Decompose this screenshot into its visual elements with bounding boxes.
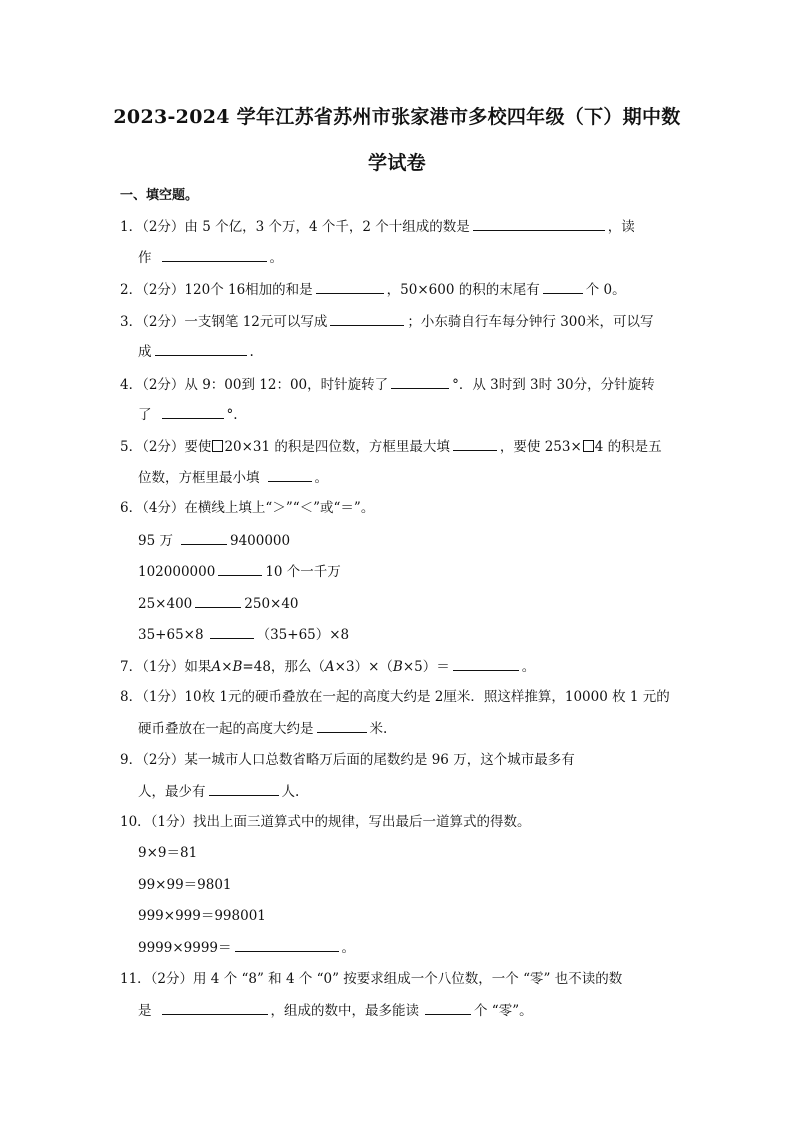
exam-title xyxy=(110,94,684,186)
question-9-line-2: 人，最少有 人. xyxy=(138,781,698,802)
answer-blank[interactable] xyxy=(268,467,312,482)
answer-blank[interactable] xyxy=(316,279,384,294)
answer-blank[interactable] xyxy=(473,216,605,231)
equation-1: 9×9＝81 xyxy=(138,845,198,861)
question-5-line-1: 5．（2分）要使 20×31 的积是四位数，方框里最大填 ，要使 253× 4 的积是五 xyxy=(120,436,680,457)
title-line-1: 2023-2024 学年江苏省苏州市张家港市多校四年级（下）期中数 xyxy=(113,106,681,128)
answer-blank[interactable] xyxy=(330,311,404,326)
question-7: 7．（1分）如果A×B=48，那么（A×3）×（B×5）＝ 。 xyxy=(120,656,680,677)
question-4-line-2: 了 °. xyxy=(138,404,698,425)
question-11-line-1: 11．（2分）用 4 个 “8” 和 4 个 “0” 按要求组成一个八位数，一个 “零” 也不读的数 xyxy=(120,971,623,987)
equation-4: 9999×9999＝ 。 xyxy=(138,937,698,958)
answer-blank[interactable] xyxy=(162,247,267,262)
answer-blank[interactable] xyxy=(317,718,367,733)
question-11-line-2: 是 ，组成的数中，最多能读 个 “零”。 xyxy=(138,1000,698,1021)
question-8-line-1: 8．（1分）10枚 1元的硬币叠放在一起的高度大约是 2厘米．照这样推算，10000 枚 1 元的 xyxy=(120,689,670,705)
title-line-2: 学试卷 xyxy=(368,152,426,174)
answer-blank[interactable] xyxy=(162,1000,268,1015)
answer-blank[interactable] xyxy=(453,656,519,671)
empty-box xyxy=(583,440,594,452)
question-10-stem: 10．（1分）找出上面三道算式中的规律，写出最后一道算式的得数。 xyxy=(120,814,531,830)
answer-blank[interactable] xyxy=(195,593,241,608)
question-4-line-1: 4．（2分）从 9：00到 12：00，时针旋转了 °．从 3时到 3时 30分，分针旋转 xyxy=(120,374,680,395)
answer-blank[interactable] xyxy=(181,530,227,545)
answer-blank[interactable] xyxy=(543,279,583,294)
question-1-line-2: 作 。 xyxy=(138,247,698,268)
question-6-row-2: 102000000 10 个一千万 xyxy=(138,561,698,582)
answer-blank[interactable] xyxy=(453,436,497,451)
answer-blank[interactable] xyxy=(391,374,449,389)
empty-box xyxy=(212,440,223,452)
question-6-row-1: 95 万 9400000 xyxy=(138,530,698,551)
answer-blank[interactable] xyxy=(210,624,254,639)
question-5-line-2: 位数，方框里最小填 。 xyxy=(138,467,698,488)
answer-blank[interactable] xyxy=(425,1000,471,1015)
equation-3: 999×999＝998001 xyxy=(138,908,266,924)
answer-blank[interactable] xyxy=(155,341,247,356)
equation-2: 99×99＝9801 xyxy=(138,877,232,893)
answer-blank[interactable] xyxy=(218,561,262,576)
question-3-line-1: 3．（2分）一支钢笔 12元可以写成 ；小东骑自行车每分钟行 300米，可以写 xyxy=(120,311,680,332)
question-1-line-1: 1．（2分）由 5 个亿，3 个万，4 个千，2 个十组成的数是 ，读 xyxy=(120,216,680,237)
question-6-row-4: 35+65×8 （35+65）×8 xyxy=(138,624,698,645)
question-6-row-3: 25×400 250×40 xyxy=(138,593,698,614)
section-heading: 一、填空题。 xyxy=(120,188,199,203)
question-9-line-1: 9．（2分）某一城市人口总数省略万后面的尾数约是 96 万，这个城市最多有 xyxy=(120,752,575,768)
question-8-line-2: 硬币叠放在一起的高度大约是 米. xyxy=(138,718,698,739)
answer-blank[interactable] xyxy=(162,404,224,419)
answer-blank[interactable] xyxy=(209,781,279,796)
answer-blank[interactable] xyxy=(235,937,339,952)
question-6-stem: 6．（4分）在横线上填上“＞”“＜”或“＝”。 xyxy=(120,500,375,516)
question-2: 2．（2分）120个 16相加的和是 ，50×600 的积的末尾有 个 0。 xyxy=(120,279,680,300)
question-3-line-2: 成 . xyxy=(138,341,698,362)
